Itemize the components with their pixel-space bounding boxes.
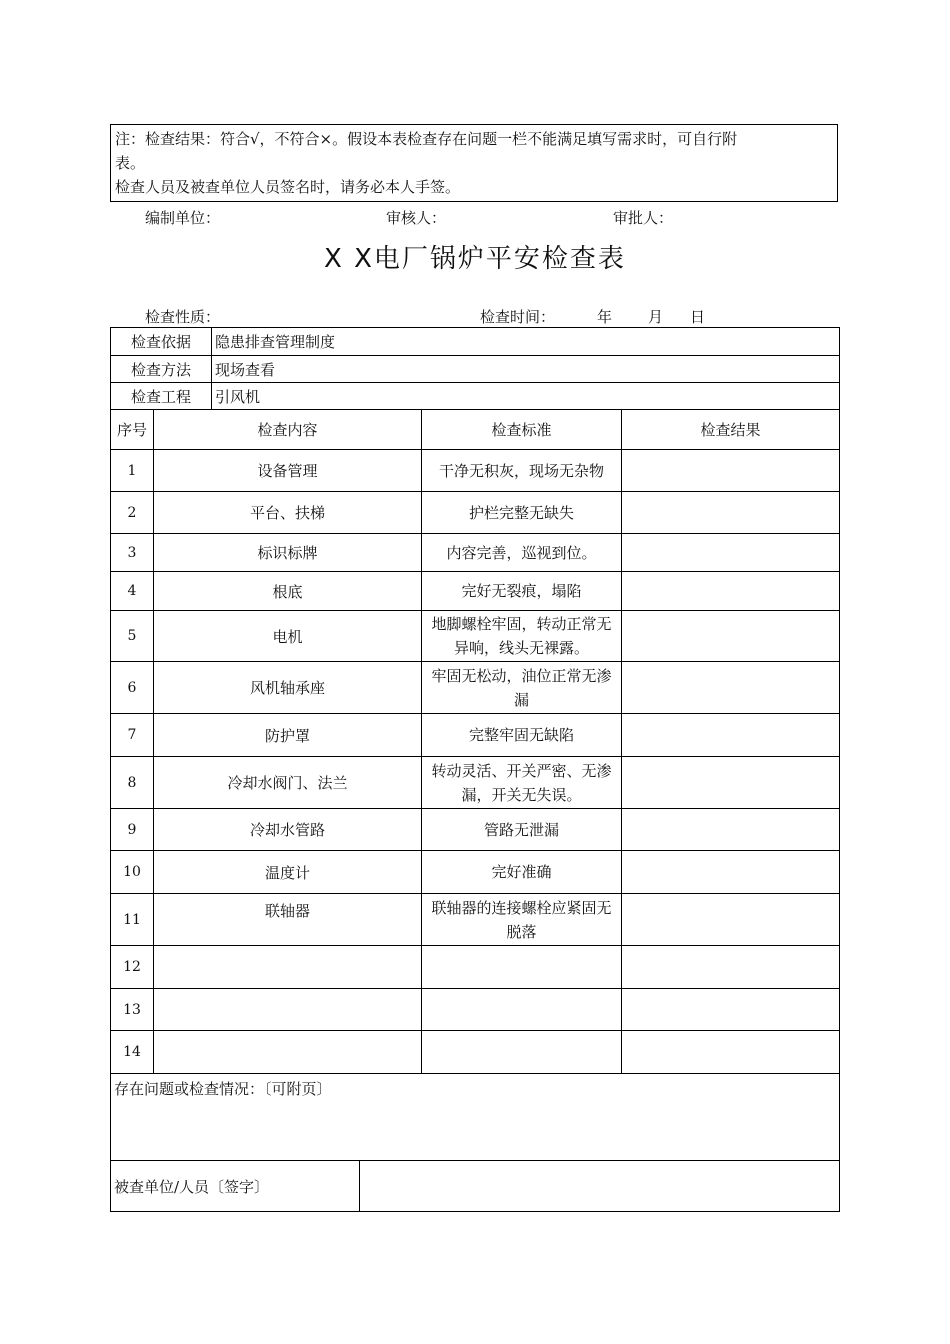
row-result[interactable]: [622, 894, 840, 946]
row-result[interactable]: [622, 492, 840, 534]
inspection-nature-label: 检查性质：: [145, 308, 221, 326]
row-standard: 完整牢固无缺陷: [422, 714, 622, 757]
row-standard: 干净无积灰，现场无杂物: [422, 450, 622, 492]
table-row: [111, 492, 840, 534]
year-label: 年: [597, 308, 613, 326]
row-standard: 牢固无松动，油位正常无渗漏: [422, 662, 622, 714]
note-line-3: 检查人员及被查单位人员签名时，请务必本人手签。: [115, 178, 461, 196]
table-row: [111, 662, 840, 714]
table-row: [111, 757, 840, 809]
row-standard: 内容完善，巡视到位。: [422, 534, 622, 572]
row-number: 12: [111, 946, 154, 989]
table-row: [111, 989, 840, 1031]
table-row: [111, 946, 840, 989]
row-result[interactable]: [622, 572, 840, 611]
row-content: 防护罩: [154, 714, 422, 757]
row-result[interactable]: [622, 946, 840, 989]
row-content: 电机: [154, 611, 422, 662]
row-result[interactable]: [622, 989, 840, 1031]
row-result[interactable]: [622, 757, 840, 809]
row-content: 联轴器: [154, 894, 422, 946]
row-number: 1: [111, 450, 154, 492]
inspection-time-label: 检查时间：: [480, 308, 556, 326]
row-standard: 完好无裂痕，塌陷: [422, 572, 622, 611]
row-content: 设备管理: [154, 450, 422, 492]
info-label: 检查依据: [111, 328, 212, 356]
row-result[interactable]: [622, 809, 840, 851]
row-content: 根底: [154, 572, 422, 611]
table-row: [111, 534, 840, 572]
row-number: 9: [111, 809, 154, 851]
row-number: 6: [111, 662, 154, 714]
row-standard: 联轴器的连接螺栓应紧固无脱落: [422, 894, 622, 946]
note-box: [110, 124, 838, 202]
signature-field[interactable]: [360, 1161, 840, 1212]
table-row: [111, 851, 840, 894]
row-number: 10: [111, 851, 154, 894]
info-row: [111, 356, 840, 383]
reviewer-label: 审核人：: [386, 209, 447, 227]
row-content: [154, 989, 422, 1031]
row-standard: [422, 989, 622, 1031]
info-row: [111, 328, 840, 356]
row-standard: [422, 1031, 622, 1074]
row-content: 风机轴承座: [154, 662, 422, 714]
row-result[interactable]: [622, 611, 840, 662]
column-header-content: 检查内容: [154, 410, 422, 450]
info-label: 检查方法: [111, 356, 212, 383]
compiler-label: 编制单位：: [145, 209, 221, 227]
row-result[interactable]: [622, 851, 840, 894]
row-content: [154, 1031, 422, 1074]
table-row: [111, 450, 840, 492]
row-number: 7: [111, 714, 154, 757]
info-value: 隐患排查管理制度: [212, 328, 840, 356]
column-header-row: [111, 410, 840, 450]
info-row: [111, 383, 840, 410]
info-value: 现场查看: [212, 356, 840, 383]
row-number: 5: [111, 611, 154, 662]
row-number: 2: [111, 492, 154, 534]
issues-row: [111, 1074, 840, 1161]
row-standard: 管路无泄漏: [422, 809, 622, 851]
column-header-no: 序号: [111, 410, 154, 450]
issues-label[interactable]: 存在问题或检查情况：〔可附页〕: [111, 1074, 840, 1161]
note-line-2: 表。: [115, 154, 146, 172]
row-number: 11: [111, 894, 154, 946]
row-number: 8: [111, 757, 154, 809]
row-number: 14: [111, 1031, 154, 1074]
row-result[interactable]: [622, 534, 840, 572]
row-content: 温度计: [154, 851, 422, 894]
row-result[interactable]: [622, 662, 840, 714]
row-standard: 地脚螺栓牢固，转动正常无异响，线头无裸露。: [422, 611, 622, 662]
row-standard: 转动灵活、开关严密、无渗漏，开关无失误。: [422, 757, 622, 809]
info-label: 检查工程: [111, 383, 212, 410]
inspection-table: [110, 327, 840, 1212]
month-label: 月: [648, 308, 664, 326]
column-header-standard: 检查标准: [422, 410, 622, 450]
row-number: 4: [111, 572, 154, 611]
signature-label: 被查单位/人员〔签字〕: [111, 1161, 360, 1212]
column-header-result: 检查结果: [622, 410, 840, 450]
row-content: 标识标牌: [154, 534, 422, 572]
approver-label: 审批人：: [613, 209, 674, 227]
day-label: 日: [690, 308, 706, 326]
page-title: X X电厂锅炉平安检查表: [324, 244, 626, 274]
row-content: 冷却水管路: [154, 809, 422, 851]
row-content: 冷却水阀门、法兰: [154, 757, 422, 809]
row-result[interactable]: [622, 1031, 840, 1074]
table-row: [111, 714, 840, 757]
signature-row: [111, 1161, 840, 1212]
info-value: 引风机: [212, 383, 840, 410]
row-number: 13: [111, 989, 154, 1031]
row-content: [154, 946, 422, 989]
table-row: [111, 611, 840, 662]
row-result[interactable]: [622, 714, 840, 757]
table-row: [111, 572, 840, 611]
row-standard: [422, 946, 622, 989]
table-row: [111, 809, 840, 851]
row-standard: 完好准确: [422, 851, 622, 894]
table-row: [111, 894, 840, 946]
row-number: 3: [111, 534, 154, 572]
row-result[interactable]: [622, 450, 840, 492]
note-line-1: 注：检查结果：符合√，不符合×。假设本表检查存在问题一栏不能满足填写需求时，可自行附: [115, 130, 738, 148]
row-standard: 护栏完整无缺失: [422, 492, 622, 534]
table-row: [111, 1031, 840, 1074]
row-content: 平台、扶梯: [154, 492, 422, 534]
